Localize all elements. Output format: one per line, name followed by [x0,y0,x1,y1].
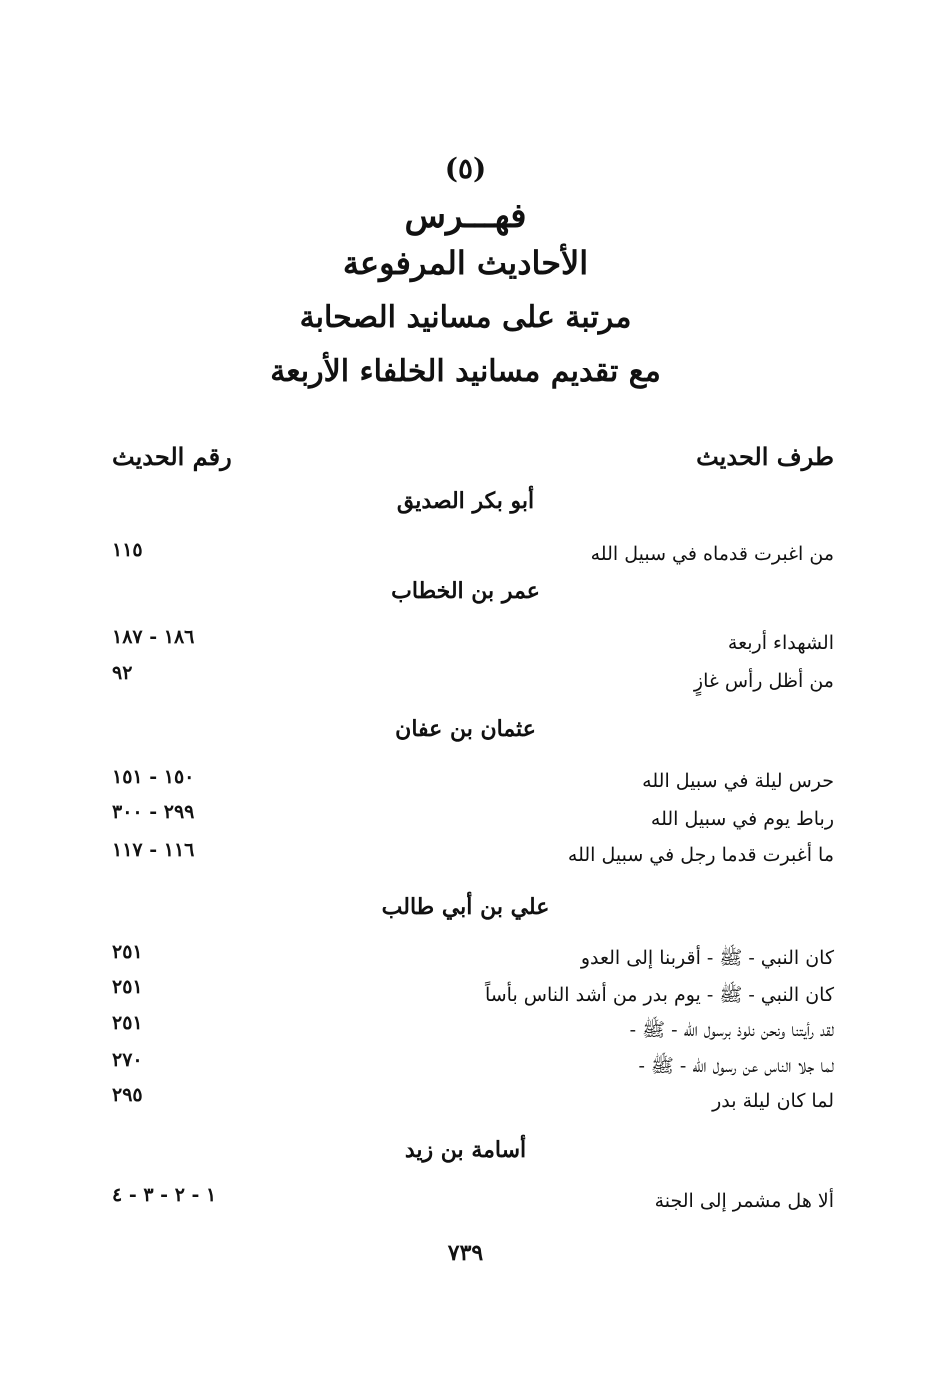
chapter-number: (٥) [444,152,487,185]
column-header-hadith-number: رقم الحديث [112,442,232,471]
entry-text: لقد رأيتنا ونحن نلوذ برسول الله - ﷺ - [629,1019,834,1041]
entry-number: ١٨٦ - ١٨٧ [112,626,195,648]
entry-text: لما كان ليلة بدر [712,1090,834,1112]
section-title: عثمان بن عفان [395,716,536,742]
entry-text: كان النبي - ﷺ - يوم بدر من أشد الناس بأساً [484,984,834,1006]
entry-number: ٢٥١ [112,976,143,998]
entry-number: ١٥٠ - ١٥١ [112,766,195,788]
entry-number: ١١٥ [112,539,143,561]
entry-number: ٢٥١ [112,1012,143,1034]
entry-text: من أظل رأس غازٍ [693,670,834,692]
entry-number: ٢٩٩ - ٣٠٠ [112,801,195,823]
entry-text: ما أغبرت قدما رجل في سبيل الله [567,844,834,866]
entry-text: الشهداء أربعة [727,632,834,654]
entry-text: رباط يوم في سبيل الله [650,808,834,830]
page-subtitle: الأحاديث المرفوعة [342,244,589,282]
section-title: أسامة بن زيد [404,1137,527,1163]
page-subtitle-line2: مرتبة على مسانيد الصحابة [299,300,632,335]
entry-number: ٢٧٠ [112,1049,143,1071]
page-subtitle-line3: مع تقديم مسانيد الخلفاء الأربعة [270,354,661,389]
section-title: علي بن أبي طالب [381,894,550,920]
entry-number: ١ - ٢ - ٣ - ٤ [112,1184,217,1206]
entry-number: ١١٦ - ١١٧ [112,839,195,861]
entry-text: كان النبي - ﷺ - أقربنا إلى العدو [580,947,834,969]
entry-number: ٢٥١ [112,941,143,963]
entry-text: ألا هل مشمر إلى الجنة [654,1190,834,1212]
entry-text: لما جلا الناس عن رسول الله - ﷺ - [638,1055,834,1077]
entry-number: ٢٩٥ [112,1084,143,1106]
entry-number: ٩٢ [112,662,133,684]
entry-text: من اغبرت قدماه في سبيل الله [590,543,834,565]
page-number: ٧٣٩ [447,1240,484,1266]
page-title: فهـــرس [404,196,527,236]
column-header-hadith-text: طرف الحديث [696,442,834,471]
entry-text: حرس ليلة في سبيل الله [642,770,834,792]
section-title: أبو بكر الصديق [396,488,535,514]
section-title: عمر بن الخطاب [391,578,540,604]
